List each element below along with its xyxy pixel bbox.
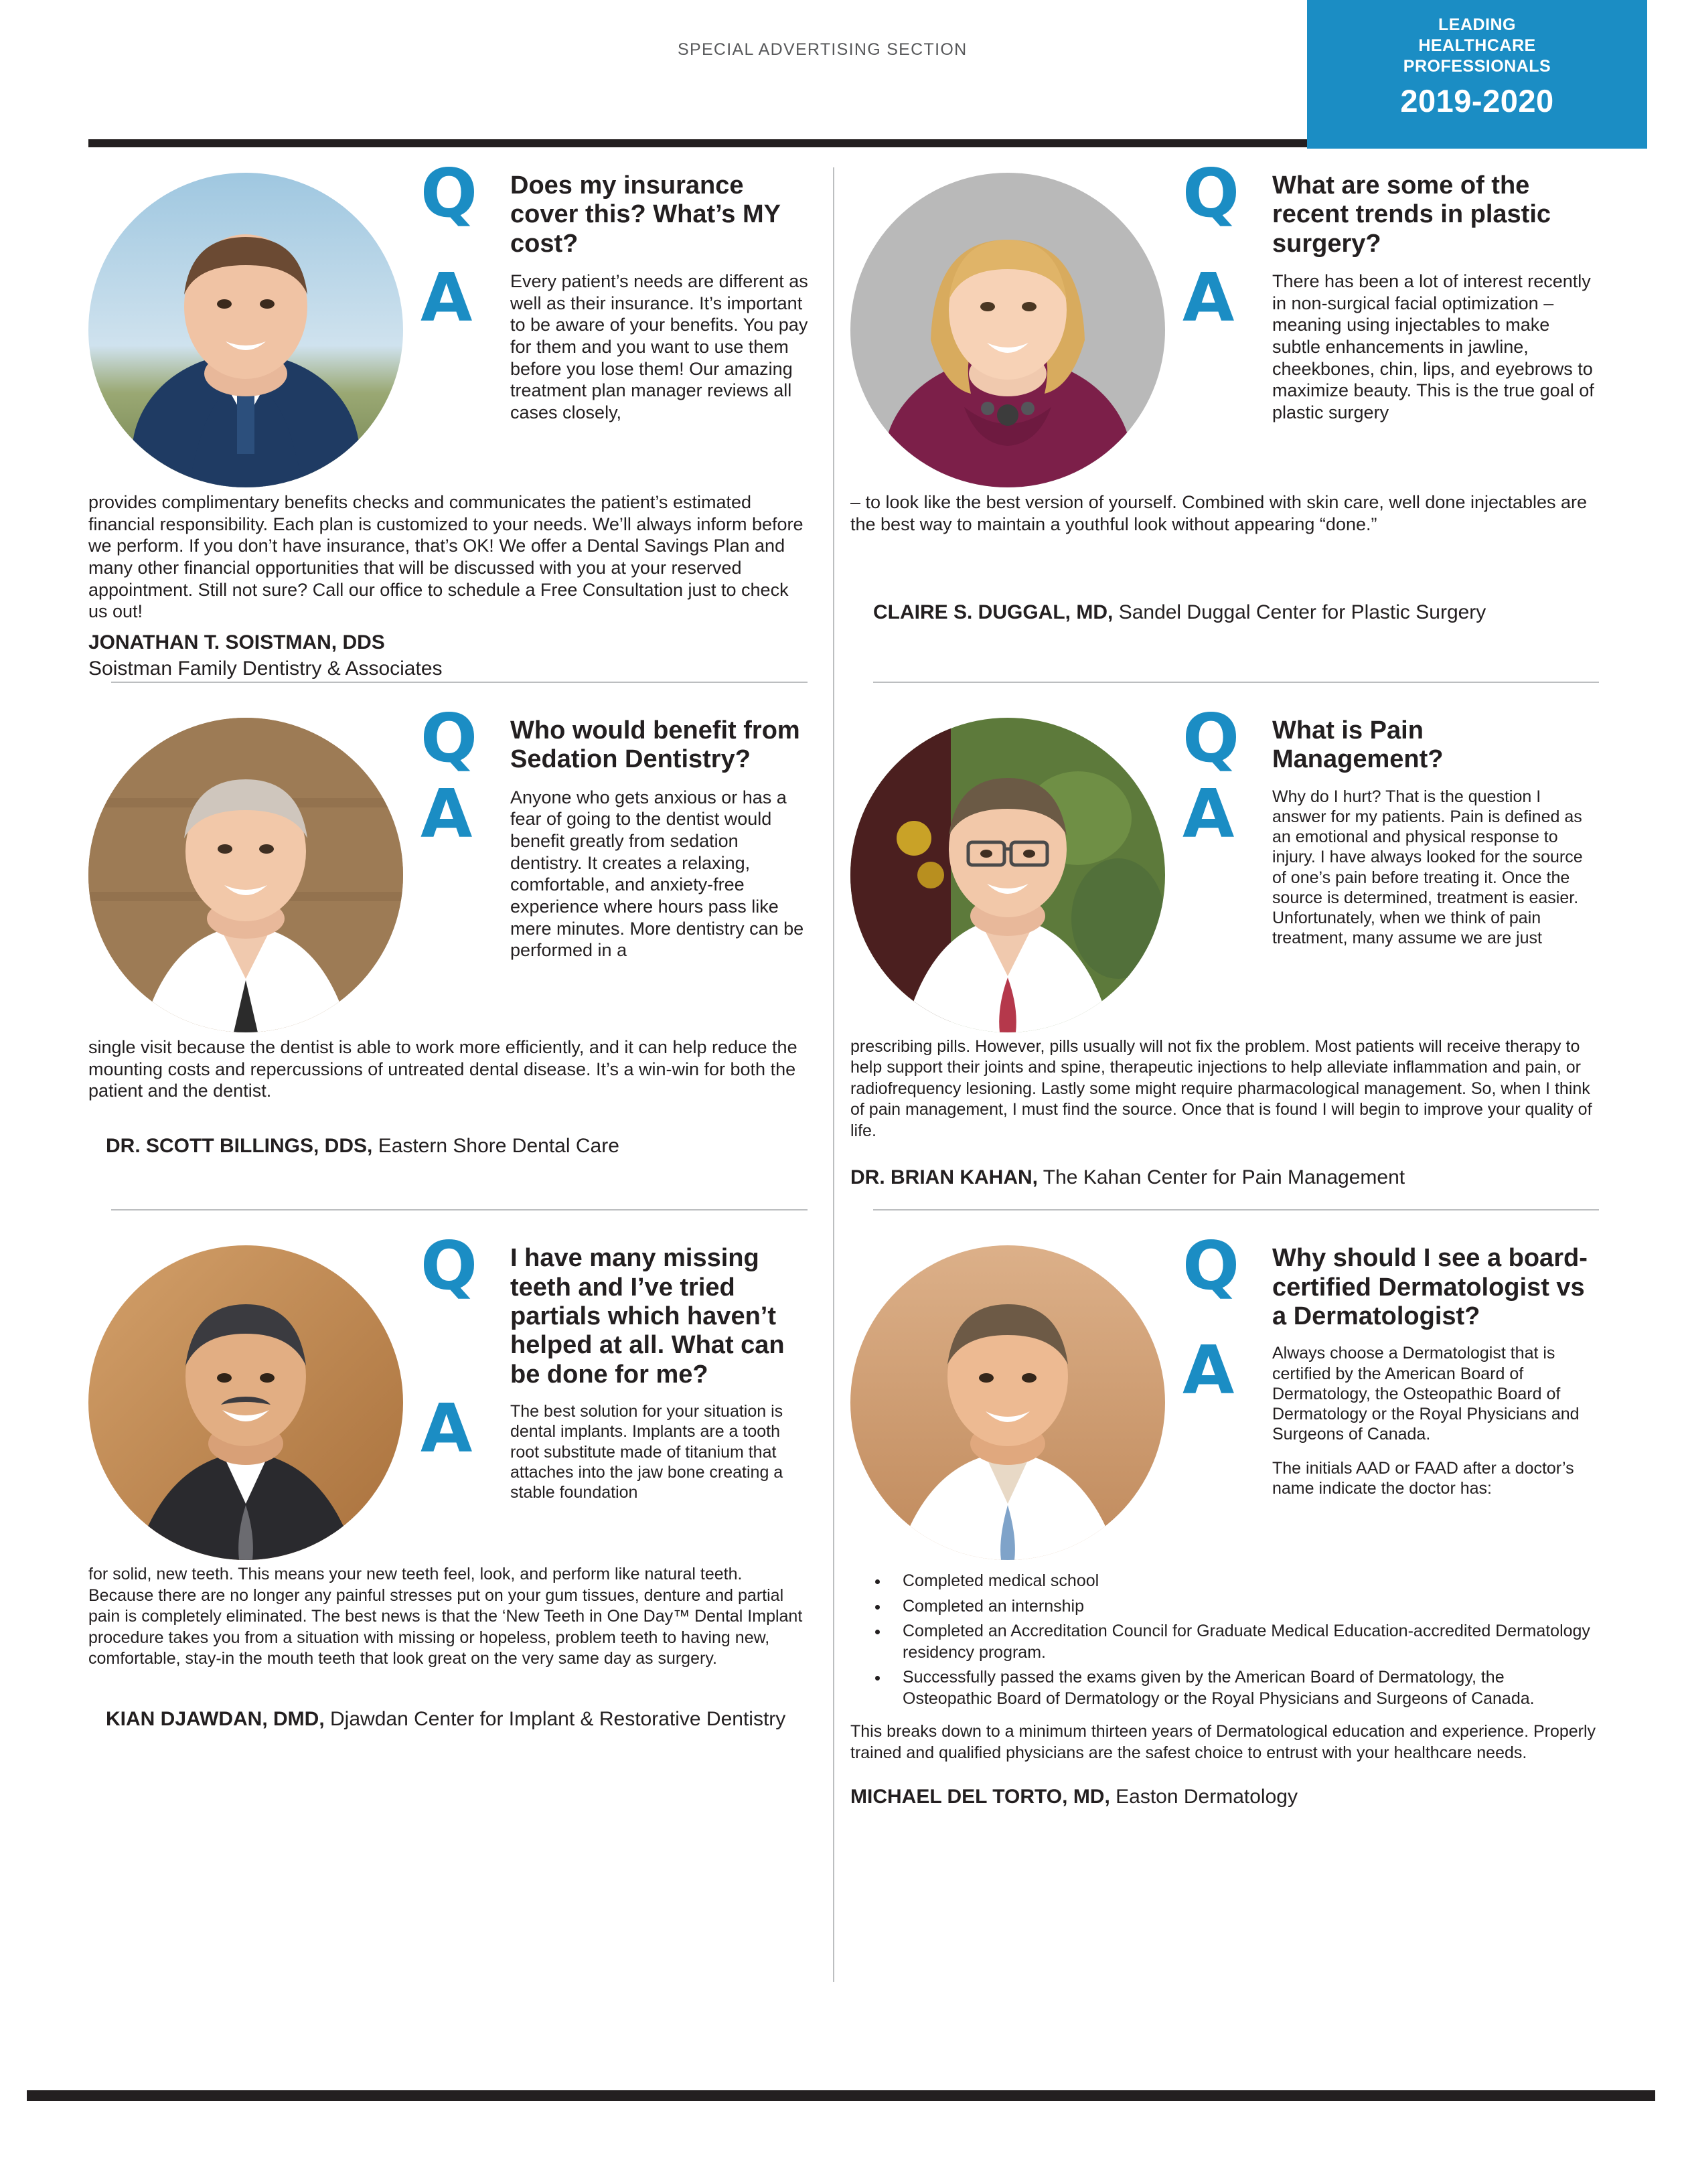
closing-paragraph: This breaks down to a minimum thirteen years of Dermatological education and experience. Properly trained and qualified physicians are the safest choice to entrust with your healthcare needs. [850,1722,1596,1762]
doctor-practice: The Kahan Center for Pain Management [1043,1166,1405,1189]
question-text: What are some of the recent trends in plastic surgery? [1272,171,1551,258]
question-text: I have many missing teeth and I’ve tried partials which haven’t helped at all. What can be done for me? [510,1244,785,1389]
question-block [420,698,810,777]
list-item: • Completed an internship [889,1596,1596,1618]
credential-list [850,1571,1596,1709]
a-letter: A [420,1389,471,1468]
list-item: • Successfully passed the exams given by the American Board of Dermatology, the Osteopathic Board of Dermatology or the Royal Physicians and Surgeons of Canada. [889,1667,1596,1709]
doctor-name: DR. BRIAN KAHAN, [850,1166,1038,1189]
question-block [1182,698,1596,777]
question-text: Who would benefit from Sedation Dentistry? [510,716,800,774]
question-block [420,154,810,258]
doctor-name: DR. SCOTT BILLINGS, DDS, [106,1134,373,1157]
q-mark [1182,1227,1263,1306]
divider-cell-right [828,682,1596,683]
list-item: • Completed medical school [889,1571,1596,1592]
avatar [850,718,1165,1032]
doctor-name: MICHAEL DEL TORTO, MD, [850,1786,1110,1808]
answer-text-rest: single visit because the dentist is able to work more efficiently, and it can help reduce the mounting costs and repercussions of untreated dental disease. It’s a win-win for both the patient and the dentist. [88,1036,797,1101]
qa-entry-soistman [88,154,828,682]
answer-text-wrapped: Why do I hurt? That is the question I answer for my patients. Pain is defined as an emotional and physical response to injury. I have always looked for the source of one’s pain before treating it. Once the source is determined, treatment is easier. Unfortunately, when we think of pain treatment, many assume we are just [1272,787,1583,948]
qa-row-3 [88,1227,1596,1810]
answer-text-wrapped: Every patient’s needs are different as well as their insurance. It’s important to be aware of your benefits. You pay for them and you want to use them before you lose them! Our amazing treatment plan manager reviews all cases closely, [510,270,808,422]
row-divider [111,682,808,683]
a-letter: A [1182,1331,1233,1410]
a-letter: A [1182,774,1233,853]
avatar [88,1245,403,1560]
question-block [1182,154,1596,258]
answer-text-wrapped: Always choose a Dermatologist that is certified by the American Board of Dermatology, the Osteopathic Board of Dermatology or the Royal Physicians and Surgeons of Canada. [1272,1344,1580,1444]
doctor-credit [850,1142,1596,1190]
bottom-rule [27,2090,1655,2101]
q-letter: Q [420,154,477,232]
row-divider [111,1209,808,1211]
q-letter: Q [420,698,477,777]
doctor-practice: Easton Dermatology [1116,1786,1298,1808]
doctor-practice: Djawdan Center for Implant & Restorative Dentistry [330,1707,786,1730]
question-text: What is Pain Management? [1272,716,1444,774]
q-letter: Q [1182,1227,1239,1306]
doctor-practice: Eastern Shore Dental Care [378,1134,619,1157]
doctor-practice: Soistman Family Dentistry & Associates [88,657,443,680]
doctor-credit [88,623,810,682]
divider-row-1 [88,682,1596,683]
banner-line-2: HEALTHCARE [1418,36,1536,55]
banner-line-1: LEADING [1438,15,1516,34]
doctor-credit [850,1764,1596,1810]
q-letter: Q [420,1227,477,1306]
q-mark [420,1227,501,1306]
question-text: Why should I see a board-certified Dermatologist vs a Dermatologist? [1272,1244,1588,1331]
a-mark [420,774,501,853]
a-letter: A [420,258,471,337]
answer-text-group [1272,1343,1596,1498]
a-mark [1182,258,1263,337]
answer-block [420,258,810,424]
answer-text-rest: provides complimentary benefits checks and communicates the patient’s estimated financial responsibility. Each plan is customized to your needs. We’ll always inform before we perform. If you don’t have insurance, that’s OK! We offer a Dental Savings Plan and many other financial opportunities that will be discussed with you at your reserved appointment. Still not sure? Call our office to schedule a Free Consultation just to check us out! [88,492,804,622]
a-mark [420,1389,501,1468]
list-item: • Completed an Accreditation Council for Graduate Medical Education-accredited Dermatology residency program. [889,1621,1596,1663]
qa-row-1 [88,154,1596,682]
row-divider [873,682,1599,683]
divider-cell-right [828,1209,1596,1211]
a-mark [1182,1331,1263,1410]
question-block [1182,1227,1596,1331]
doctor-name: JONATHAN T. SOISTMAN, DDS [88,631,385,653]
qa-entry-deltorto [828,1227,1596,1810]
qa-entry-duggal [828,154,1596,682]
top-rule [88,139,1307,147]
row-divider [873,1209,1599,1211]
answer-block [1182,1331,1596,1498]
q-mark [1182,154,1263,232]
answer-text-wrapped: Anyone who gets anxious or has a fear of going to the dentist would benefit greatly from sedation dentistry. It creates a relaxing, comfortable, and anxiety-free experience where hours pass like mere minutes. More dentistry can be performed in a [510,787,804,961]
avatar [850,1245,1165,1560]
avatar [850,173,1165,487]
qa-entry-kahan [828,698,1596,1191]
question-block [420,1227,810,1389]
answer-text-second: The initials AAD or FAAD after a doctor’s name indicate the doctor has: [1272,1458,1574,1498]
avatar [88,173,403,487]
doctor-credit [88,1102,810,1159]
a-mark [420,258,501,337]
q-letter: Q [1182,154,1239,232]
divider-row-2 [88,1209,1596,1211]
doctor-name: CLAIRE S. DUGGAL, MD, [873,601,1114,624]
a-letter: A [420,774,471,853]
doctor-name: KIAN DJAWDAN, DMD, [106,1707,325,1730]
qa-entry-djawdan [88,1227,828,1810]
doctor-credit [88,1670,810,1732]
banner-years: 2019-2020 [1400,83,1554,119]
avatar [88,718,403,1032]
answer-block [420,1389,810,1502]
a-letter: A [1182,258,1233,337]
q-mark [420,154,501,232]
answer-text-rest: – to look like the best version of yourself. Combined with skin care, well done injectables are the best way to maintain a youthful look without appearing “done.” [850,492,1588,534]
banner-line-3: PROFESSIONALS [1403,57,1551,76]
answer-text-rest: for solid, new teeth. This means your new teeth feel, look, and perform like natural teeth. Because there are no longer any painful stresses put on your gum tissues, denture and partial pain is completely eliminated. The best news is that the ‘New Teeth in One Day™ Dental Implant procedure takes you from a situation with missing or hopeless, problem teeth to having new, comfortable, stay-in the mouth teeth that look great on the very same day as surgery. [88,1565,803,1668]
divider-cell-left [88,1209,828,1211]
doctor-credit [850,535,1596,625]
qa-entry-billings [88,698,828,1191]
q-letter: Q [1182,698,1239,777]
answer-text-wrapped: The best solution for your situation is dental implants. Implants are a tooth root substitute made of titanium that attaches into the jaw bone creating a stable foundation [510,1402,783,1502]
q-mark [420,698,501,777]
leading-healthcare-banner [1307,0,1647,149]
a-mark [1182,774,1263,853]
qa-grid [88,154,1596,1810]
special-advertising-label: SPECIAL ADVERTISING SECTION [678,40,968,59]
answer-block [1182,774,1596,949]
divider-cell-left [88,682,828,683]
doctor-practice: Sandel Duggal Center for Plastic Surgery [1118,601,1486,624]
answer-text-wrapped: There has been a lot of interest recently in non-surgical facial optimization – meaning using injectables to make subtle enhancements in jawline, cheekbones, chin, lips, and eyebrows to maximize beauty. This is the true goal of plastic surgery [1272,270,1594,422]
answer-text-rest: prescribing pills. However, pills usually will not fix the problem. Most patients will receive therapy to help support their joints and spine, therapeutic injections to help alleviate inflammation and pain, or radiofrequency lesioning. Lastly some might require pharmacological management. So, when I think of pain management, I must find the source. Once that is found I will begin to improve your quality of life. [850,1036,1592,1140]
answer-block [420,774,810,961]
qa-row-2 [88,698,1596,1191]
answer-block [1182,258,1596,424]
question-text: Does my insurance cover this? What’s MY cost? [510,171,781,258]
q-mark [1182,698,1263,777]
